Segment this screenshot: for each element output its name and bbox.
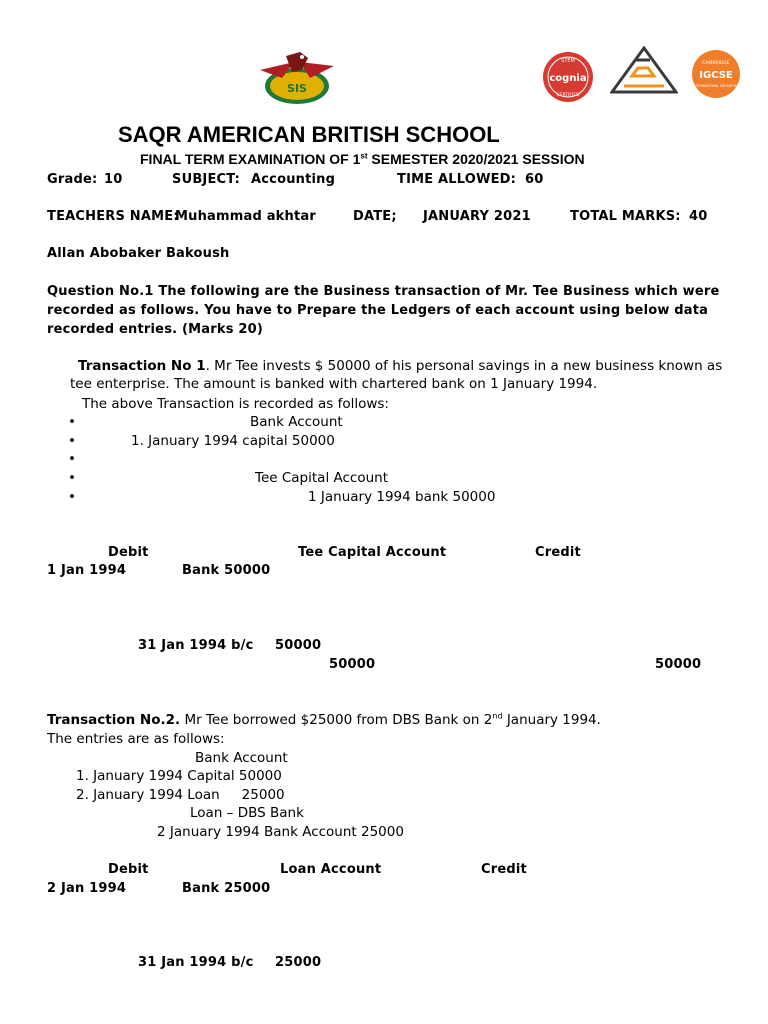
- ledger2-credit: Credit: [481, 862, 527, 877]
- ledger1-bc: 31 Jan 1994 b/c: [138, 638, 254, 653]
- ledger1-credit: Credit: [535, 545, 581, 560]
- marks-value: 40: [689, 209, 708, 224]
- bullet-icon: •: [68, 433, 76, 449]
- ledger1-bc-amount: 50000: [275, 638, 322, 653]
- ledger2-date: 2 Jan 1994: [47, 881, 127, 896]
- ledger1-title: Tee Capital Account: [298, 545, 447, 560]
- bank-account-title: Bank Account: [195, 750, 288, 766]
- ledger2-entry: Bank 25000: [182, 881, 271, 896]
- time-label: TIME ALLOWED:: [397, 172, 517, 187]
- question1-line1: Question No.1 The following are the Business transaction of Mr. Tee Business which were: [47, 284, 720, 299]
- teacher-label: TEACHERS NAME:: [47, 209, 179, 224]
- bullet-icon: •: [68, 414, 76, 430]
- ledger1-debit: Debit: [108, 545, 149, 560]
- subject-value: Accounting: [251, 172, 336, 187]
- igcse-logo-text: IGCSE: [699, 70, 733, 81]
- loan-title: Loan – DBS Bank: [190, 805, 304, 821]
- svg-text:STEM: STEM: [561, 58, 575, 64]
- ledger2-bc: 31 Jan 1994 b/c: [138, 955, 254, 970]
- transaction2-line1: Transaction No.2. Mr Tee borrowed $25000 from DBS Bank on 2nd January 1994.: [47, 711, 601, 728]
- date-label: DATE;: [353, 209, 397, 224]
- question1-line3: recorded entries. (Marks 20): [47, 322, 264, 337]
- exam-title: FINAL TERM EXAMINATION OF 1st SEMESTER 2020/2021 SESSION: [140, 151, 585, 167]
- school-name: SAQR AMERICAN BRITISH SCHOOL: [118, 122, 500, 147]
- ledger1-total-right: 50000: [655, 657, 702, 672]
- ledger2-debit: Debit: [108, 862, 149, 877]
- bullet-text: Tee Capital Account: [255, 470, 388, 486]
- svg-text:CAMBRIDGE: CAMBRIDGE: [702, 61, 730, 66]
- teacher-value: Muhammad akhtar: [175, 209, 316, 224]
- igcse-logo: [690, 49, 742, 99]
- bullet-icon: •: [68, 451, 76, 467]
- bank-line1: 1. January 1994 Capital 50000: [76, 768, 282, 784]
- ledger2-title: Loan Account: [280, 862, 382, 877]
- date-value: JANUARY 2021: [423, 209, 531, 224]
- question1-line2: recorded as follows. You have to Prepare the Ledgers of each account using below data: [47, 303, 709, 318]
- geometric-logo: [610, 46, 678, 96]
- marks-label: TOTAL MARKS:: [570, 209, 681, 224]
- cognia-logo-text: cognia: [549, 73, 587, 84]
- bullet-text: 1 January 1994 bank 50000: [308, 489, 496, 505]
- sis-logo-text: SIS: [287, 82, 307, 95]
- cognia-logo: [541, 50, 595, 104]
- svg-text:INTERNATIONAL EDUCATION: INTERNATIONAL EDUCATION: [693, 84, 739, 88]
- time-value: 60: [525, 172, 544, 187]
- grade-label: Grade:: [47, 172, 98, 187]
- svg-text:CERTIFIED: CERTIFIED: [556, 93, 580, 98]
- bullet-icon: •: [68, 470, 76, 486]
- transaction2-intro: The entries are as follows:: [47, 731, 225, 747]
- transaction1-line2: tee enterprise. The amount is banked with chartered bank on 1 January 1994.: [70, 376, 598, 392]
- school-logo: [256, 48, 338, 106]
- bullet-text: Bank Account: [250, 414, 343, 430]
- bullet-icon: •: [68, 489, 76, 505]
- transaction1-line1: Transaction No 1. Mr Tee invests $ 50000 of his personal savings in a new business known as: [78, 358, 723, 374]
- ledger2-bc-amount: 25000: [275, 955, 322, 970]
- grade-value: 10: [104, 172, 123, 187]
- ledger1-date: 1 Jan 1994: [47, 563, 127, 578]
- bank-line2: 2. January 1994 Loan 25000: [76, 787, 285, 803]
- subject-label: SUBJECT:: [172, 172, 241, 187]
- bullet-text: 1. January 1994 capital 50000: [131, 433, 335, 449]
- transaction1-line3: The above Transaction is recorded as follows:: [82, 396, 389, 412]
- student-name: Allan Abobaker Bakoush: [47, 246, 230, 261]
- loan-line: 2 January 1994 Bank Account 25000: [157, 824, 404, 840]
- ledger1-entry: Bank 50000: [182, 563, 271, 578]
- ledger1-total-left: 50000: [329, 657, 376, 672]
